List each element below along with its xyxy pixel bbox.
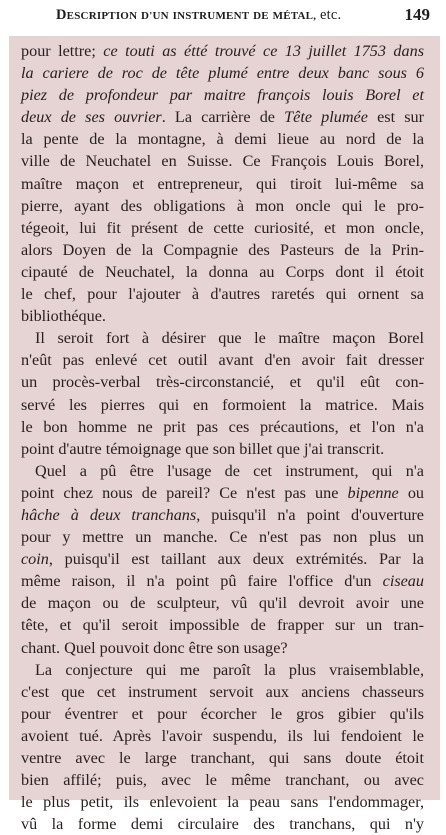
text-segment: , puisqu'il est taillant aux deux extrémités. Par la [48, 550, 424, 569]
page-number: 149 [404, 5, 430, 24]
text-segment: ou [398, 483, 425, 502]
italic-text-segment: deux de ses ouvrier [21, 108, 162, 127]
text-line [21, 460, 424, 482]
text-line [21, 416, 424, 438]
text-line [21, 791, 424, 813]
text-line [21, 128, 424, 150]
text-line [21, 813, 424, 835]
text-line [21, 703, 424, 725]
text-segment: point d'autre témoignage que son billet que j'ai transcrit. [21, 439, 385, 458]
italic-text-segment: piez de profondeur par maitre françois louis Borel et [21, 86, 424, 105]
text-line [21, 659, 424, 681]
text-line [21, 84, 424, 106]
text-segment: pierre, ayant des obligations à mon oncle qui le pro- [21, 196, 424, 215]
text-line [21, 261, 424, 283]
text-line [21, 614, 424, 636]
text-segment: le bon homme ne prit pas ces précautions, et l'on n'a [21, 417, 424, 436]
text-line [21, 305, 424, 327]
text-line [21, 150, 424, 172]
text-line [21, 592, 424, 614]
text-line [21, 394, 424, 416]
text-line [21, 504, 424, 526]
text-segment: chant. Quel pouvoit donc être son usage? [21, 638, 288, 657]
text-segment: le chef, pour l'ajouter à d'autres raretés qui ornent sa [21, 285, 424, 304]
text-segment: pour éventrer et pour écorcher le gros gibier qu'ils [21, 704, 424, 723]
text-segment: un procès-verbal très-circonstancié, et qu'il eût con- [21, 373, 424, 392]
italic-text-segment: bipenne [347, 483, 399, 502]
text-segment: servé les pierres qui en formoient la matrice. Mais [21, 395, 424, 414]
text-segment: bien affilé; puis, avec le même tranchant, ou avec [21, 771, 424, 790]
text-line [21, 173, 424, 195]
text-line [21, 548, 424, 570]
text-line [21, 482, 424, 504]
text-segment: cipauté de Neuchatel, la donna au Corps dont il étoit [21, 262, 424, 281]
text-line [21, 725, 424, 747]
text-segment: . La carrière de [161, 108, 285, 127]
text-line [21, 681, 424, 703]
text-segment: pour lettre; [21, 42, 104, 60]
italic-text-segment: ciseau [382, 572, 424, 591]
text-segment: ville de Neuchatel en Suisse. Ce François Louis Borel, [21, 152, 424, 171]
italic-text-segment: Tête plumée [284, 108, 368, 127]
text-line [21, 327, 424, 349]
text-segment: n'eût pas enlevé cet outil avant d'en avoir fait dresser [21, 351, 424, 370]
text-segment: Il seroit fort à désirer que le maître maçon Borel [35, 329, 424, 348]
text-line [21, 106, 424, 128]
text-line [21, 637, 424, 659]
italic-text-segment: la cariere de roc de tête plumé entre deux banc sous 6 [21, 64, 424, 83]
text-segment: c'est que cet instrument servoit aux anciens chasseurs [21, 682, 424, 701]
text-line [21, 195, 424, 217]
page-header [0, 0, 446, 36]
text-line [21, 239, 424, 261]
text-segment: tête, et qu'il seroit impossible de frapper sur un tran- [21, 616, 424, 635]
page-body [9, 36, 440, 834]
text-segment: ventre avec le large tranchant, qui sans doute étoit [21, 749, 424, 767]
text-segment: avoient tué. Après l'avoir suspendu, ils lui fendoient le [21, 726, 424, 745]
text-segment: pour y mettre un manche. Ce n'est pas non plus un [21, 528, 424, 547]
text-line [21, 526, 424, 548]
running-title: DESCRIPTION D'UN INSTRUMENT DE MÉTAL, etc. [56, 7, 342, 23]
italic-text-segment: hâche à deux tranchans [21, 505, 197, 524]
text-segment: bibliothéque. [21, 307, 106, 326]
text-segment: vû la forme demi circulaire des tranchans, qui n'y [21, 815, 424, 834]
text-line [21, 40, 424, 62]
text-segment: La conjecture qui me paroît la plus vraisemblable, [35, 660, 424, 679]
text-segment: point chez nous de pareil? Ce n'est pas une [21, 483, 348, 502]
text-line [21, 62, 424, 84]
text-line [21, 747, 424, 769]
text-line [21, 349, 424, 371]
text-segment: est sur [367, 108, 425, 127]
italic-text-segment: ce touti as étté trouvé ce 13 juillet 1753 dans [103, 42, 425, 60]
text-segment: alors Doyen de la Compagnie des Pasteurs de la Prin- [21, 240, 424, 259]
text-segment: le plus petit, ils enlevoient la peau sans l'endommager, [21, 793, 424, 812]
text-segment: de maçon ou de sculpteur, vû qu'il devroit avoir une [21, 594, 424, 613]
text-segment: même raison, il n'a point pû faire l'office d'un [21, 572, 383, 591]
text-segment: tégeoit, lui fit présent de cette curiosité, et mon oncle, [21, 218, 424, 237]
text-line [21, 769, 424, 791]
body-text [21, 40, 424, 835]
text-segment: maître maçon et entrepreneur, qui tiroit lui-même sa [21, 174, 424, 193]
text-line [21, 283, 424, 305]
text-line [21, 217, 424, 239]
text-line [21, 438, 424, 460]
text-segment: la pente de la montagne, à demi lieue au nord de la [21, 130, 424, 149]
italic-text-segment: coin [21, 550, 49, 569]
text-segment: Quel a pû être l'usage de cet instrument, qui n'a [35, 461, 424, 480]
text-line [21, 371, 424, 393]
text-segment: , puisqu'il n'a point d'ouverture [196, 505, 424, 524]
text-line [21, 570, 424, 592]
